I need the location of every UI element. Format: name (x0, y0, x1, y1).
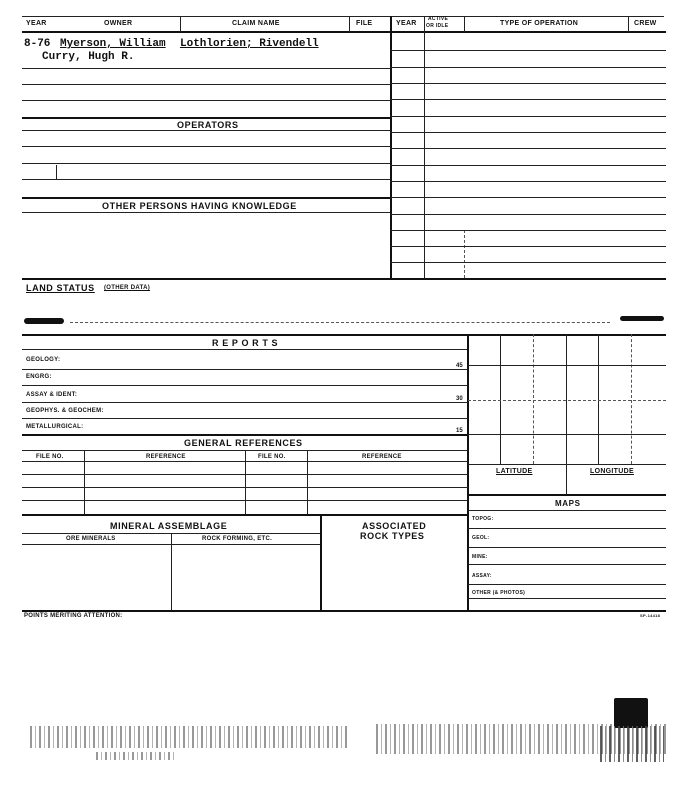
header-year: YEAR (26, 20, 47, 27)
header-owner: OWNER (104, 20, 133, 27)
ops-divider (390, 16, 392, 278)
rock-forming-label: ROCK FORMING, ETC. (202, 536, 273, 542)
associated-rock-types-2: ROCK TYPES (360, 531, 425, 541)
scan-noise-small (96, 752, 176, 760)
ref-file-no-2: FILE NO. (258, 454, 286, 460)
ore-minerals-label: ORE MINERALS (66, 536, 116, 542)
map-other: OTHER (& PHOTOS) (472, 590, 526, 596)
scan-noise-left (30, 726, 350, 748)
map-geol: GEOL: (472, 535, 490, 541)
other-persons-title: OTHER PERSONS HAVING KNOWLEDGE (102, 201, 297, 211)
maps-title: MAPS (555, 499, 581, 508)
maps-divider (467, 334, 469, 610)
header-year-2: YEAR (396, 20, 417, 27)
points-meriting-attention: POINTS MERITING ATTENTION: (24, 613, 123, 619)
mineral-assemblage-title: MINERAL ASSEMBLAGE (110, 521, 228, 531)
form-number: SP-14418 (640, 613, 661, 618)
report-assay: ASSAY & IDENT: (26, 392, 78, 398)
header-crew: CREW (634, 20, 657, 27)
entry-owner-1: Myerson, William (60, 38, 166, 50)
operators-title: OPERATORS (177, 120, 239, 130)
map-assay: ASSAY: (472, 573, 492, 579)
report-geophys: GEOPHYS. & GEOCHEM: (26, 408, 104, 414)
header-bottom-rule (22, 31, 666, 33)
header-top-rule (22, 16, 664, 17)
map-topog: TOPOG: (472, 516, 494, 522)
ref-reference-2: REFERENCE (362, 454, 402, 460)
ref-file-no-1: FILE NO. (36, 454, 64, 460)
longitude-label: LONGITUDE (590, 468, 634, 475)
entry-year: 8-76 (24, 38, 51, 50)
scan-dark-block (614, 698, 648, 728)
latitude-label: LATITUDE (496, 468, 533, 475)
header-type-of-operation: TYPE OF OPERATION (500, 20, 579, 27)
entry-owner-2: Curry, Hugh R. (42, 51, 135, 63)
header-idle: OR IDLE (426, 23, 449, 29)
scan-noise-dense (600, 726, 664, 762)
general-references-title: GENERAL REFERENCES (184, 438, 303, 448)
report-number-15: 15 (456, 428, 463, 434)
redaction-mark-left (24, 318, 64, 324)
map-mine: MINE: (472, 554, 488, 560)
entry-claim: Lothlorien; Rivendell (180, 38, 319, 50)
ref-reference-1: REFERENCE (146, 454, 186, 460)
associated-rock-types-1: ASSOCIATED (362, 521, 427, 531)
report-engrg: ENGRG: (26, 374, 52, 380)
reports-title: R E P O R T S (212, 338, 279, 348)
report-number-30: 30 (456, 396, 463, 402)
report-geology: GEOLOGY: (26, 357, 61, 363)
report-number-45: 45 (456, 363, 463, 369)
land-status-title: LAND STATUS (26, 283, 95, 293)
land-status-sub: (OTHER DATA) (104, 285, 151, 291)
report-metallurgical: METALLURGICAL: (26, 424, 84, 430)
header-claim-name: CLAIM NAME (232, 20, 280, 27)
redaction-mark-right (620, 316, 664, 321)
header-active: ACTIVE (428, 16, 449, 22)
header-file: FILE (356, 20, 373, 27)
